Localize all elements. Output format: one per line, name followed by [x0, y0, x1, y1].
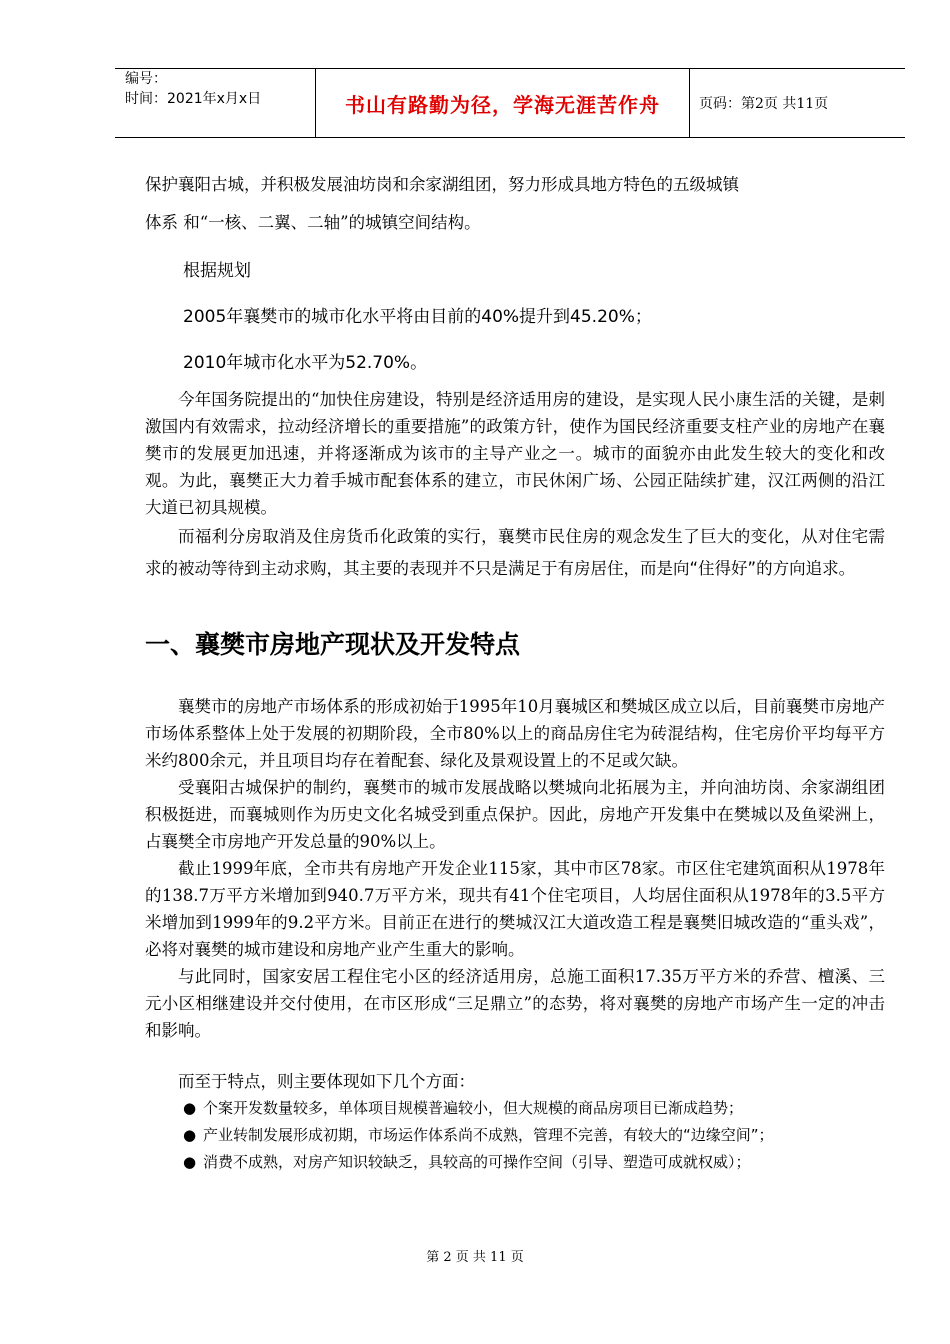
intro-line-1	[145, 166, 885, 204]
page-footer: 第 2 页 共 11 页	[426, 1250, 524, 1265]
welfare-emphasis: “住得好”	[689, 559, 757, 578]
header-motto: 书山有路勤为径，学海无涯苦作舟	[315, 69, 690, 137]
place-xiangyang: 襄阳古城	[178, 175, 244, 194]
paragraph-state-council: 今年国务院提出的“加快住房建设，特别是经济适用房的建设，是实现人民小康生活的关键，是刺激国内有效需求，拉动经济增长的重要措施”的政策方针，使作为国民经济重要支柱产业的房地产在襄樊市的发展更加迅速，并将逐渐成为该市的主导产业之一。城市的面貌亦由此发生较大的变化和改观。为此，襄樊正大力着手城市配套体系的建立，市民休闲广场、公园正陆续扩建，汉江两侧的沿江大道已初具规模。	[145, 390, 885, 517]
welfare-text: 的方向追求。	[756, 559, 856, 578]
paragraph-welfare	[145, 521, 885, 585]
intro-text: 保护	[145, 175, 178, 194]
plan-title: 根据规划	[183, 261, 251, 281]
section-paragraph: 受襄阳古城保护的制约，襄樊市的城市发展战略以樊城向北拓展为主，并向油坊岗、余家湖组团积极挺进，而襄城则作为历史文化名城受到重点保护。因此，房地产开发集中在樊城以及鱼梁洲上，占襄樊全市房地产开发总量的90%以上。	[145, 778, 885, 851]
time-label: 时间：2021年x月x日	[125, 91, 262, 107]
welfare-text: 而福利分房取消及住房货币化政策的实行，襄樊市民住房的观念发生了巨大的变化，从对住宅需求的被动等待到主动求购，其主要的表现并不只是满足于有房居住，而是向	[145, 527, 885, 578]
header-page-label: 页码：第2页 共11页	[699, 96, 829, 112]
section-paragraph: 襄樊市的房地产市场体系的形成初始于1995年10月襄城区和樊城区成立以后，目前襄樊市房地产市场体系整体上处于发展的初期阶段，全市80%以上的商品房住宅为砖混结构，住宅房价平均每平方米约800余元，并且项目均存在着配套、绿化及景观设置上的不足或欠缺。	[145, 697, 885, 770]
feature-text: 消费不成熟，对房产知识较缺乏，具较高的可操作空间（引导、塑造可成就权威）；	[203, 1153, 751, 1171]
section-paragraph: 截止1999年底，全市共有房地产开发企业115家，其中市区78家。市区住宅建筑面积从1978年的138.7万平方米增加到940.7万平方米，现共有41个住宅项目，人均居住面积从1978年的3.5平方米增加到1999年的9.2平方米。目前正在进行的樊城汉江大道改造工程是襄樊旧城改造的“重头戏”，必将对襄樊的城市建设和房地产业产生重大的影响。	[145, 859, 885, 959]
plan-item-2010: 2010年城市化水平为52.70%。	[183, 353, 428, 373]
feature-text: 个案开发数量较多，单体项目规模普遍较小，但大规模的商品房项目已渐成趋势；	[203, 1099, 744, 1117]
section-paragraphs	[145, 693, 885, 1044]
list-item	[145, 1122, 885, 1149]
header-meta	[115, 69, 315, 137]
features-list	[145, 1095, 885, 1176]
page-header	[115, 68, 905, 138]
list-item	[145, 1095, 885, 1122]
bullet-icon: ●	[183, 1126, 197, 1144]
intro-text: 和	[392, 175, 409, 194]
section-paragraph: 与此同时，国家安居工程住宅小区的经济适用房，总施工面积17.35万平方米的乔营、檀溪、三元小区相继建设并交付使用，在市区形成“三足鼎立”的态势，将对襄樊的房地产市场产生一定的冲击和影响。	[145, 967, 885, 1040]
bullet-icon: ●	[183, 1153, 197, 1171]
intro-text: 组团，努力形成具地方特色的五级城镇	[458, 175, 739, 194]
features-intro: 而至于特点，则主要体现如下几个方面：	[178, 1072, 475, 1091]
plan-item-2005: 2005年襄樊市的城市化水平将由目前的40%提升到45.20%；	[183, 307, 652, 327]
section-title: 一、襄樊市房地产现状及开发特点	[145, 630, 521, 659]
document-body	[145, 166, 885, 1176]
intro-line-2: 体系 和“一核、二翼、二轴”的城镇空间结构。	[145, 213, 481, 232]
list-item	[145, 1149, 885, 1176]
place-youfanggang: 油坊岗	[343, 175, 393, 194]
bullet-icon: ●	[183, 1099, 197, 1117]
feature-text: 产业转制发展形成初期，市场运作体系尚不成熟，管理不完善，有较大的“边缘空间”；	[203, 1126, 774, 1144]
intro-text: ，并积极发展	[244, 175, 343, 194]
place-yujiahu: 余家湖	[409, 175, 459, 194]
number-label: 编号：	[125, 71, 167, 87]
